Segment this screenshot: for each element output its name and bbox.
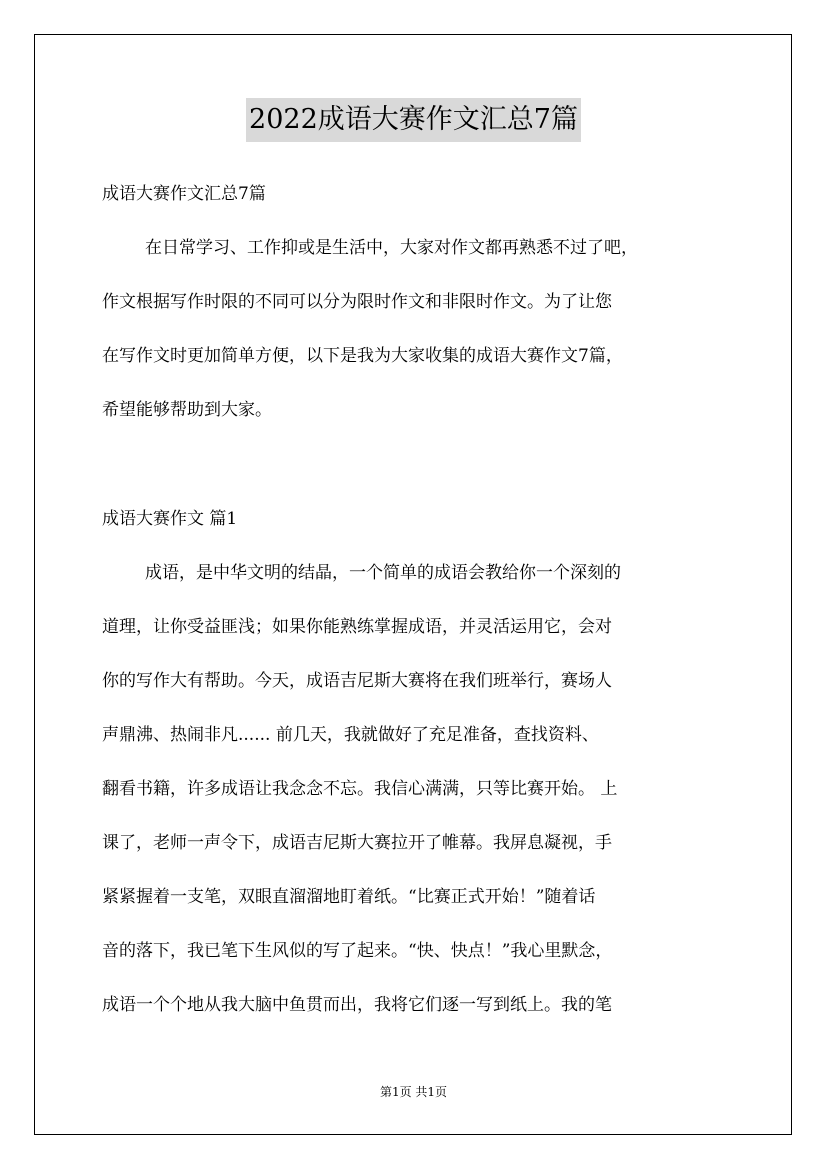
body-line: 翻看书籍，许多成语让我念念不忘。我信心满满，只等比赛开始。 上 [102,779,618,799]
body-line: 你的写作大有帮助。今天，成语吉尼斯大赛将在我们班举行，赛场人 [102,671,612,691]
body-line: 音的落下，我已笔下生风似的写了起来。“快、快点！”我心里默念， [102,941,613,961]
page-footer [0,1083,827,1100]
body-line: 成语，是中华文明的结晶，一个简单的成语会教给你一个深刻的 [145,563,621,583]
body-line: 课了，老师一声令下，成语吉尼斯大赛拉开了帷幕。我屏息凝视，手 [102,833,612,853]
body-line: 成语一个个地从我大脑中鱼贯而出，我将它们逐一写到纸上。我的笔 [102,995,612,1015]
intro-line: 作文根据写作时限的不同可以分为限时作文和非限时作文。为了让您 [102,292,612,312]
page-number: 第1页 共1页 [379,1085,448,1099]
document-title: 2022成语大赛作文汇总7篇 [246,98,581,142]
title-container [0,98,827,142]
section-heading: 成语大赛作文 篇1 [102,509,238,529]
document-subtitle: 成语大赛作文汇总7篇 [102,184,266,204]
intro-line: 希望能够帮助到大家。 [102,400,272,420]
intro-line: 在写作文时更加简单方便，以下是我为大家收集的成语大赛作文7篇， [102,346,623,366]
body-line: 紧紧握着一支笔，双眼直溜溜地盯着纸。“比赛正式开始！”随着话 [102,887,596,907]
body-line: 道理，让你受益匪浅；如果你能熟练掌握成语，并灵活运用它，会对 [102,617,612,637]
body-line: 声鼎沸、热闹非凡...... 前几天，我就做好了充足准备，查找资料、 [102,725,599,745]
intro-line: 在日常学习、工作抑或是生活中，大家对作文都再熟悉不过了吧， [145,238,638,258]
